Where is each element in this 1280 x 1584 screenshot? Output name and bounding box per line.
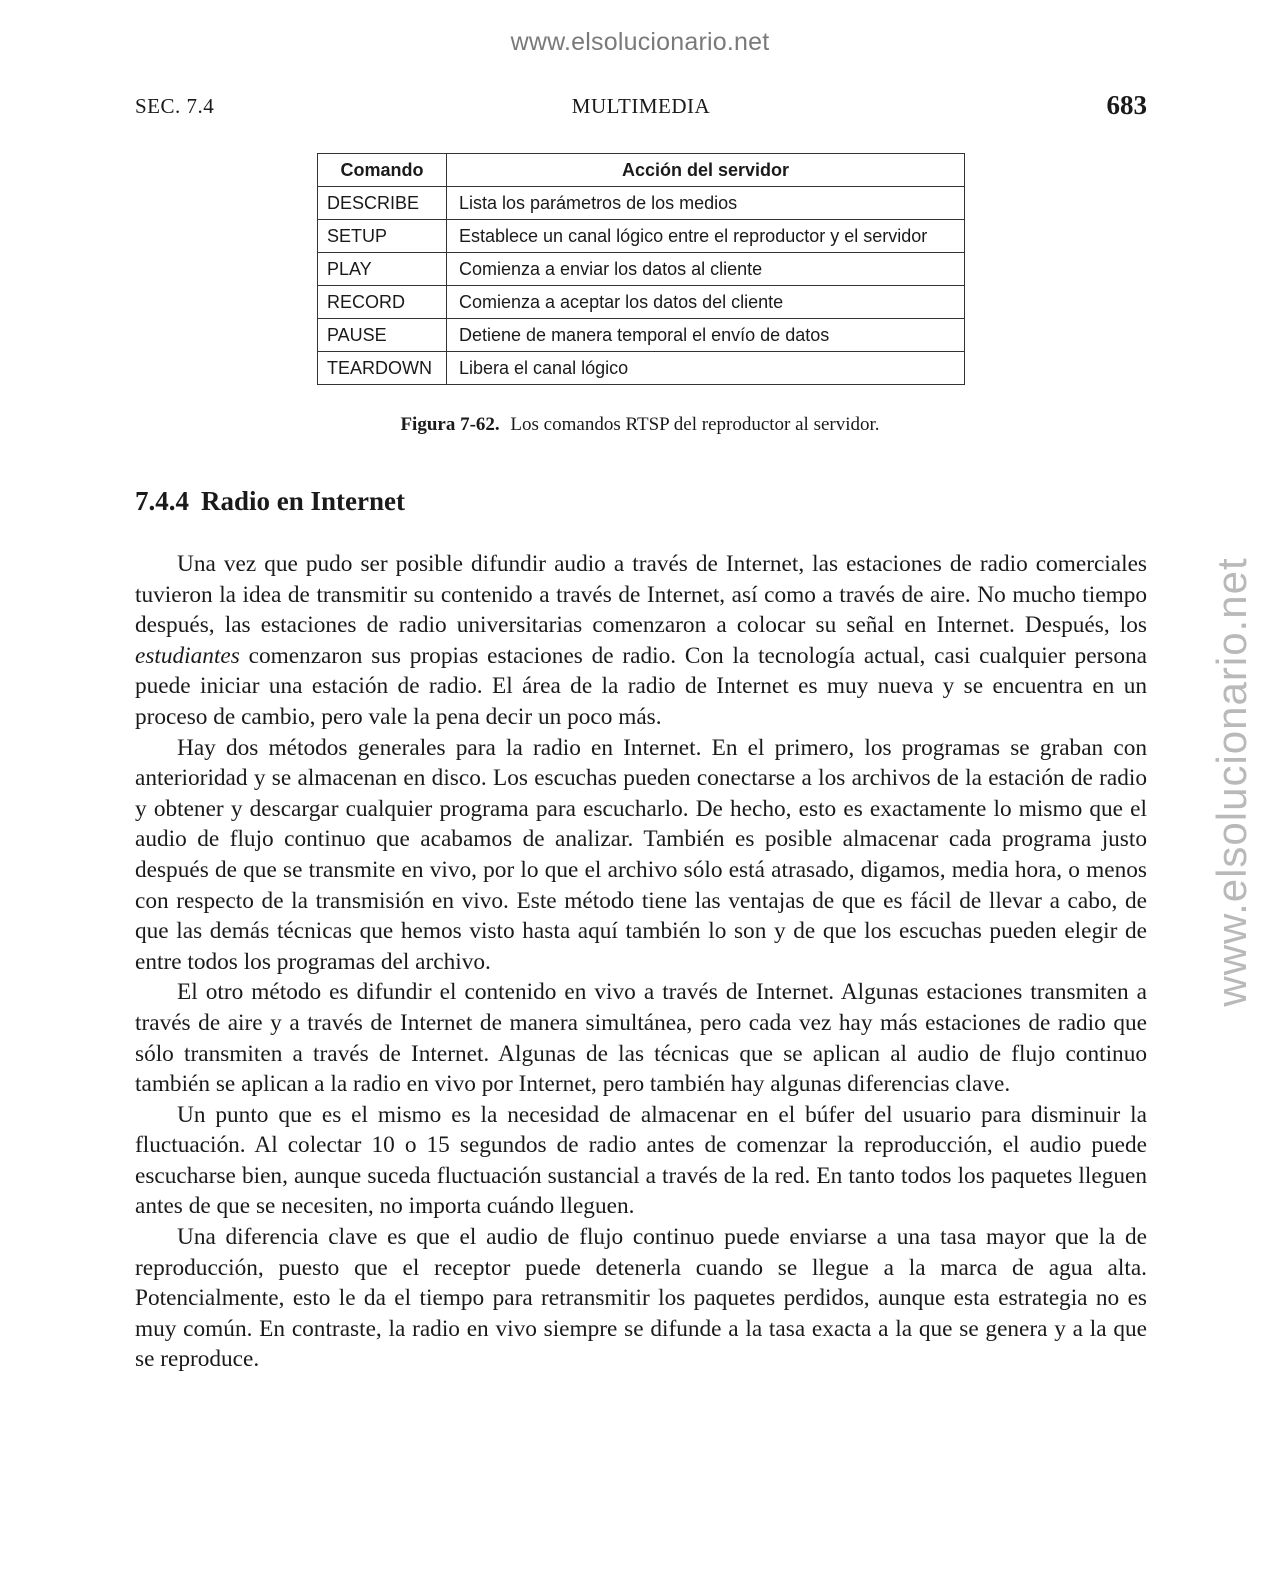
paragraph: Un punto que es el mismo es la necesidad de almacenar en el búfer del usuario para disminuir la fluctuación. Al colectar 10 o 15 segundos de radio antes de comenzar la reproducción, el audio puede escucharse bien, aunque suceda fluctuación sustancial a través de la red. En tanto todos los paquetes lleguen antes de que se necesiten, no importa cuándo lleguen.: [135, 1101, 1147, 1220]
table-row: [318, 220, 965, 253]
paragraph: [135, 549, 1147, 733]
paragraph: Hay dos métodos generales para la radio en Internet. En el primero, los programas se graban con anterioridad y se almacenan en disco. Los escuchas pueden conectarse a los archivos de la estación de radio y obtener y descargar cualquier programa para escucharlo. De hecho, esto es exactamente lo mismo que el audio de flujo continuo que acabamos de analizar. También es posible almacenar cada programa justo después de que se transmite en vivo, por lo que el archivo sólo está atrasado, digamos, media hora, o menos con respecto de la transmisión en vivo. Este método tiene las ventajas de que es fácil de llevar a cabo, de que las demás técnicas que hemos visto hasta aquí también lo son y de que los escuchas pueden elegir de entre todos los programas del archivo.: [135, 734, 1147, 975]
table-header-row: [318, 154, 965, 187]
table-cell-command: PAUSE: [318, 319, 447, 352]
figure-caption: [0, 414, 1280, 436]
section-title: Radio en Internet: [201, 486, 405, 516]
figure-caption-text: Los comandos RTSP del reproductor al servidor.: [510, 414, 880, 435]
table-row: [318, 286, 965, 319]
running-head: [135, 90, 1147, 124]
table-cell-action: Establece un canal lógico entre el reproductor y el servidor: [447, 220, 965, 253]
table-cell-action: Libera el canal lógico: [447, 352, 965, 385]
emphasis: estudiantes: [135, 642, 240, 669]
table-row: [318, 187, 965, 220]
table-cell-command: PLAY: [318, 253, 447, 286]
table-cell-command: RECORD: [318, 286, 447, 319]
table-cell-action: Detiene de manera temporal el envío de datos: [447, 319, 965, 352]
table-row: [318, 253, 965, 286]
figure-caption-label: Figura 7-62.: [400, 414, 500, 435]
table-cell-action: Lista los parámetros de los medios: [447, 187, 965, 220]
table-cell-command: TEARDOWN: [318, 352, 447, 385]
section-number: 7.4.4: [135, 486, 189, 516]
watermark-top: www.elsolucionario.net: [510, 28, 770, 56]
page-number: 683: [1106, 90, 1147, 120]
table-cell-action: Comienza a aceptar los datos del cliente: [447, 286, 965, 319]
table-row: [318, 352, 965, 385]
table-cell-action: Comienza a enviar los datos al cliente: [447, 253, 965, 286]
section-heading: [135, 486, 405, 517]
paragraph: Una diferencia clave es que el audio de flujo continuo puede enviarse a una tasa mayor que la de reproducción, puesto que el receptor puede detenerla cuando se llegue a la marca de agua alta. Potencialmente, esto le da el tiempo para retransmitir los paquetes perdidos, aunque esta estrategia no es muy común. En contraste, la radio en vivo siempre se difunde a la tasa exacta a la que se genera y a la que se reproduce.: [135, 1224, 1147, 1373]
table-header-action: Acción del servidor: [447, 154, 965, 187]
rtsp-commands-table: [317, 153, 965, 385]
paragraph-text: comenzaron sus propias estaciones de radio. Con la tecnología actual, casi cualquier persona puede iniciar una estación de radio. El área de la radio de Internet es muy nueva y se encuentra en un proceso de cambio, pero vale la pena decir un poco más.: [135, 642, 1147, 730]
paragraph-text: Una vez que pudo ser posible difundir audio a través de Internet, las estaciones de radio comerciales tuvieron la idea de transmitir su contenido a través de Internet, así como a través de aire. No mucho tiempo después, las estaciones de radio universitarias comenzaron a colocar su señal en Internet. Después, los: [135, 551, 1147, 639]
table-header-command: Comando: [318, 154, 447, 187]
table-row: [318, 319, 965, 352]
running-head-section: SEC. 7.4: [135, 94, 215, 118]
table-cell-command: SETUP: [318, 220, 447, 253]
running-head-title: MULTIMEDIA: [571, 94, 711, 118]
paragraph: El otro método es difundir el contenido en vivo a través de Internet. Algunas estaciones transmiten a través de aire y a través de Internet de manera simultánea, pero cada vez hay más estaciones de radio que sólo transmiten a través de Internet. Algunas de las técnicas que se aplican al audio de flujo continuo también se aplican a la radio en vivo por Internet, pero también hay algunas diferencias clave.: [135, 979, 1147, 1098]
table-cell-command: DESCRIBE: [318, 187, 447, 220]
body-text: [135, 549, 1147, 1375]
watermark-side-text: www.elsolucionario.net: [1208, 557, 1255, 1007]
